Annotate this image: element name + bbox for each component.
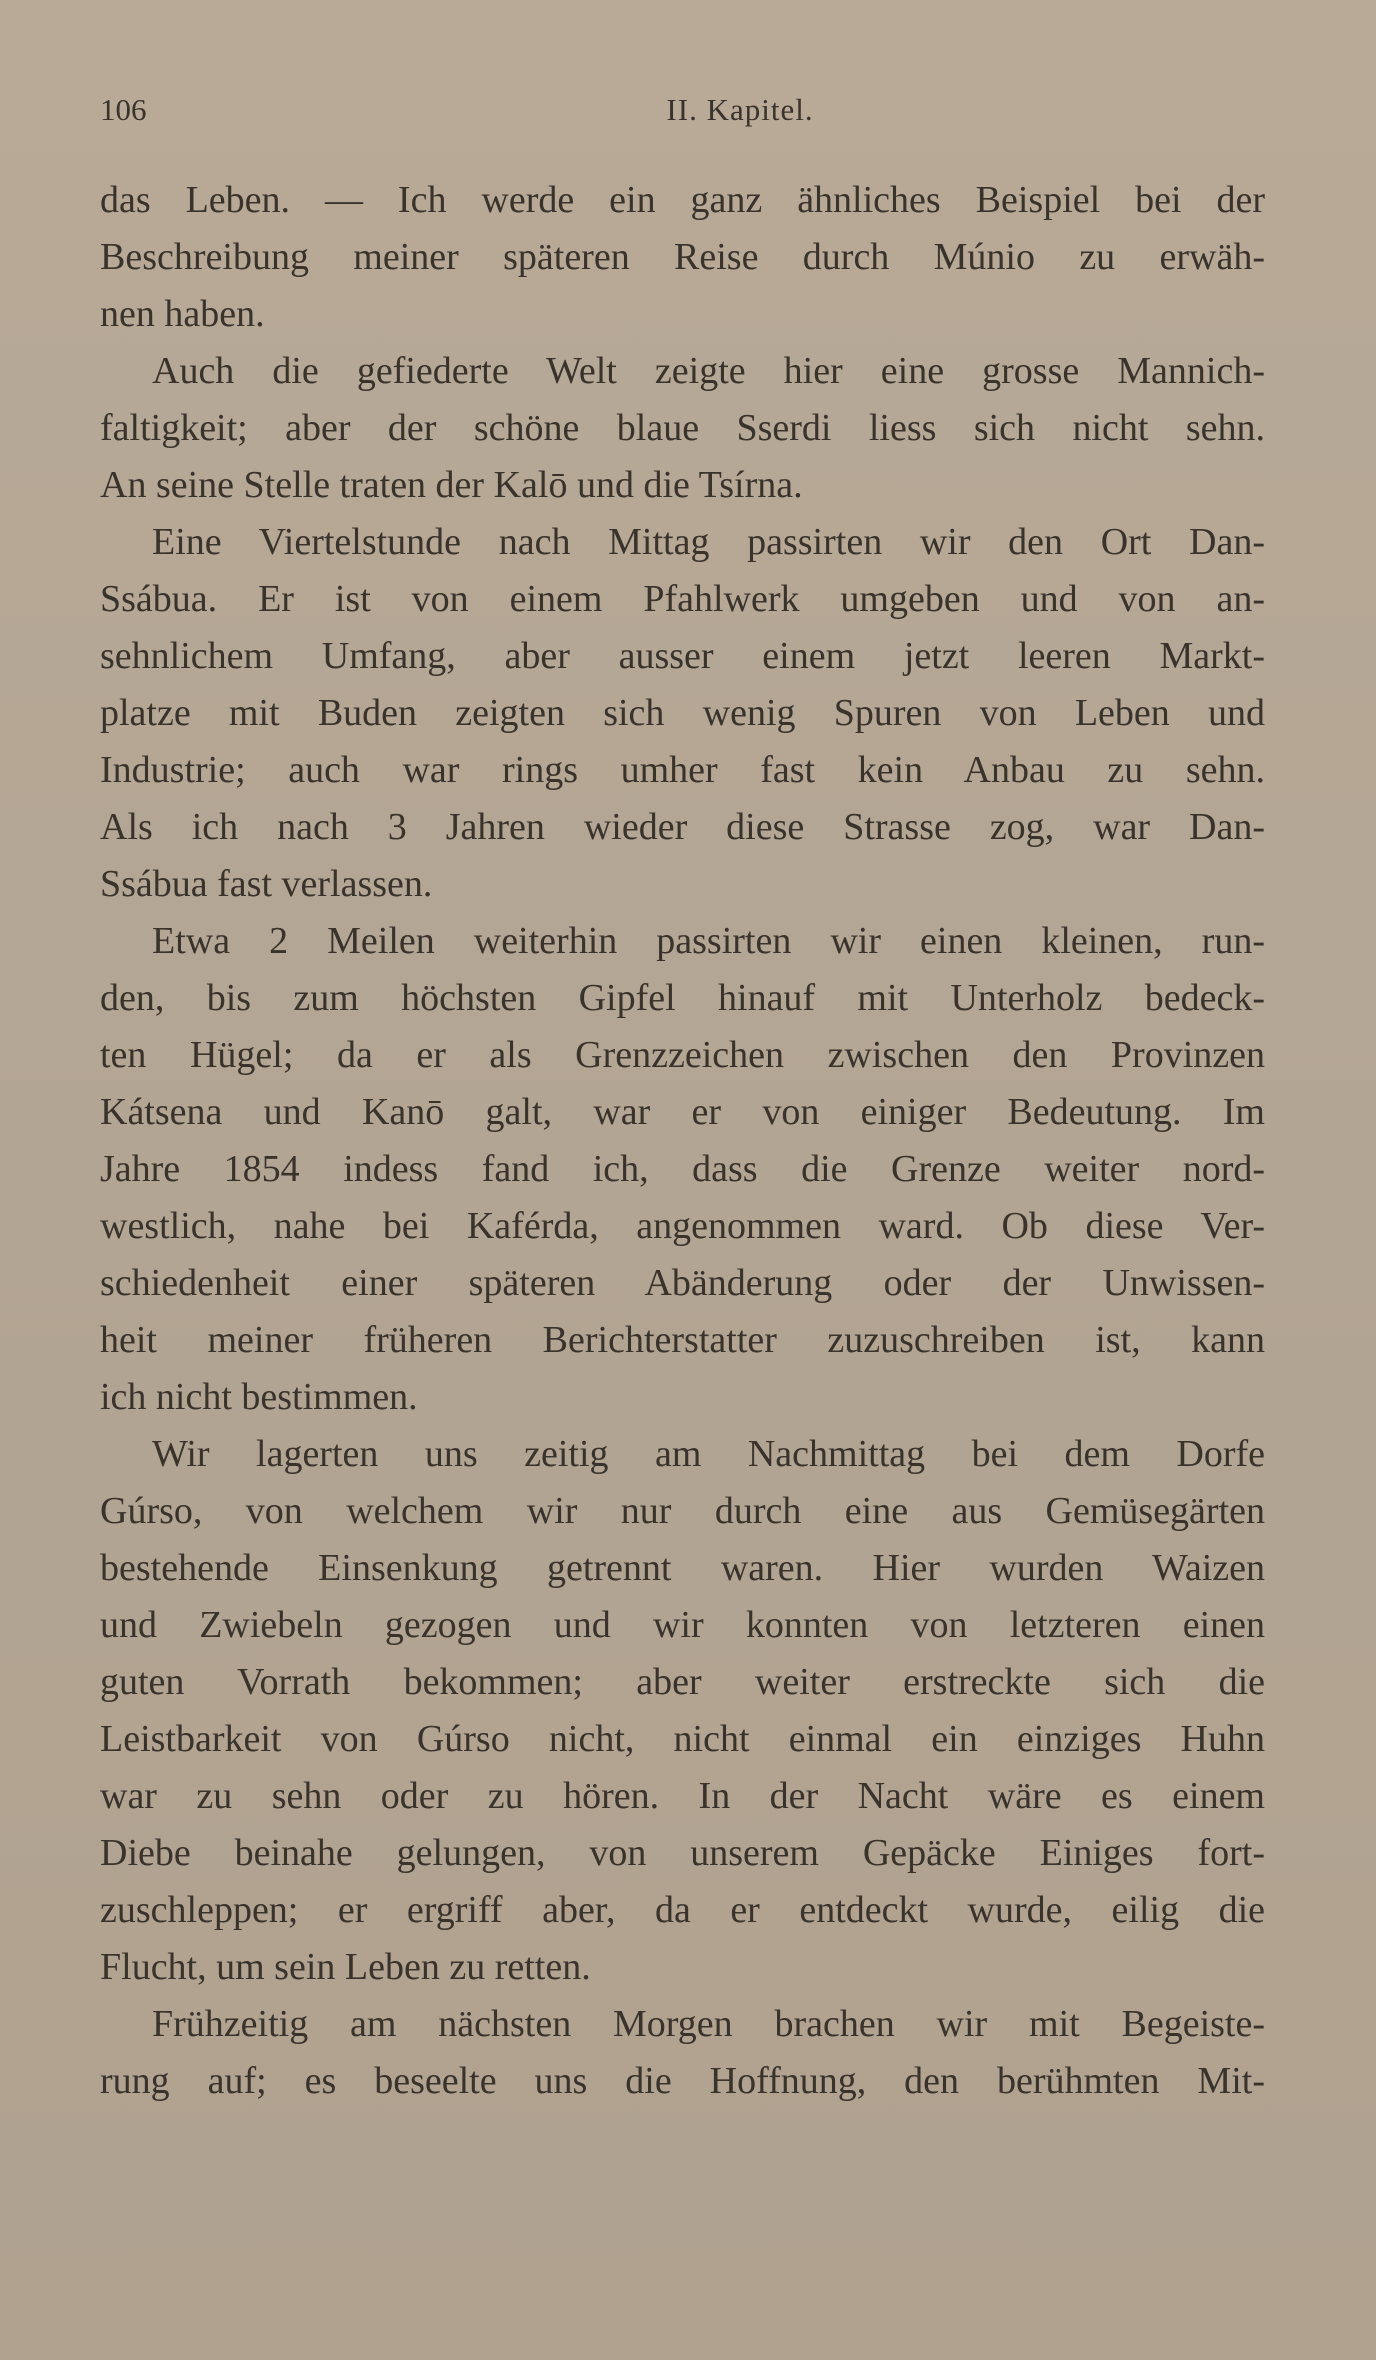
paragraph <box>100 514 1265 913</box>
text-line: schiedenheit einer späteren Abänderung oder der Unwissen- <box>100 1262 1265 1304</box>
text-line: und Zwiebeln gezogen und wir konnten von letzteren einen <box>100 1604 1265 1646</box>
text-line: sehnlichem Umfang, aber ausser einem jetzt leeren Markt- <box>100 635 1265 677</box>
body-text <box>100 172 1265 2110</box>
text-line: Auch die gefiederte Welt zeigte hier eine grosse Mannich- <box>152 350 1265 392</box>
running-head: II. Kapitel. <box>666 92 814 127</box>
text-line: ten Hügel; da er als Grenzzeichen zwischen den Provinzen <box>100 1034 1265 1076</box>
page-header <box>100 92 1265 132</box>
text-line: Beschreibung meiner späteren Reise durch Múnio zu erwäh- <box>100 236 1265 278</box>
paragraph <box>100 172 1265 343</box>
paragraph <box>100 343 1265 514</box>
text-line: An seine Stelle traten der Kalō und die Tsírna. <box>100 464 803 506</box>
text-line: Diebe beinahe gelungen, von unserem Gepäcke Einiges fort- <box>100 1832 1265 1874</box>
paragraph <box>100 913 1265 1426</box>
text-line: Kátsena und Kanō galt, war er von einiger Bedeutung. Im <box>100 1091 1265 1133</box>
text-line: nen haben. <box>100 293 265 335</box>
text-line: Als ich nach 3 Jahren wieder diese Strasse zog, war Dan- <box>100 806 1265 848</box>
text-line: ich nicht bestimmen. <box>100 1376 418 1418</box>
text-line: zuschleppen; er ergriff aber, da er entdeckt wurde, eilig die <box>100 1889 1265 1931</box>
text-line: Gúrso, von welchem wir nur durch eine aus Gemüsegärten <box>100 1490 1265 1532</box>
text-line: bestehende Einsenkung getrennt waren. Hier wurden Waizen <box>100 1547 1265 1589</box>
text-line: den, bis zum höchsten Gipfel hinauf mit Unterholz bedeck- <box>100 977 1265 1019</box>
text-line: das Leben. — Ich werde ein ganz ähnliches Beispiel bei der <box>100 179 1265 221</box>
text-line: Etwa 2 Meilen weiterhin passirten wir einen kleinen, run- <box>152 920 1265 962</box>
text-line: guten Vorrath bekommen; aber weiter erstreckte sich die <box>100 1661 1265 1703</box>
text-line: platze mit Buden zeigten sich wenig Spuren von Leben und <box>100 692 1265 734</box>
text-line: westlich, nahe bei Kaférda, angenommen ward. Ob diese Ver- <box>100 1205 1265 1247</box>
text-line: Jahre 1854 indess fand ich, dass die Grenze weiter nord- <box>100 1148 1265 1190</box>
text-line: war zu sehn oder zu hören. In der Nacht wäre es einem <box>100 1775 1265 1817</box>
text-line: Wir lagerten uns zeitig am Nachmittag bei dem Dorfe <box>152 1433 1265 1475</box>
text-line: Industrie; auch war rings umher fast kein Anbau zu sehn. <box>100 749 1265 791</box>
paragraph <box>100 1426 1265 1996</box>
text-line: Flucht, um sein Leben zu retten. <box>100 1946 591 1988</box>
text-line: heit meiner früheren Berichterstatter zuzuschreiben ist, kann <box>100 1319 1265 1361</box>
text-line: faltigkeit; aber der schöne blaue Sserdi liess sich nicht sehn. <box>100 407 1265 449</box>
page-number: 106 <box>100 92 147 127</box>
text-line: Ssábua fast verlassen. <box>100 863 433 905</box>
text-line: Leistbarkeit von Gúrso nicht, nicht einmal ein einziges Huhn <box>100 1718 1265 1760</box>
text-line: Ssábua. Er ist von einem Pfahlwerk umgeben und von an- <box>100 578 1265 620</box>
text-line: Eine Viertelstunde nach Mittag passirten wir den Ort Dan- <box>152 521 1265 563</box>
text-line: rung auf; es beseelte uns die Hoffnung, den berühmten Mit- <box>100 2060 1265 2102</box>
paragraph <box>100 1996 1265 2110</box>
text-line: Frühzeitig am nächsten Morgen brachen wir mit Begeiste- <box>152 2003 1265 2045</box>
